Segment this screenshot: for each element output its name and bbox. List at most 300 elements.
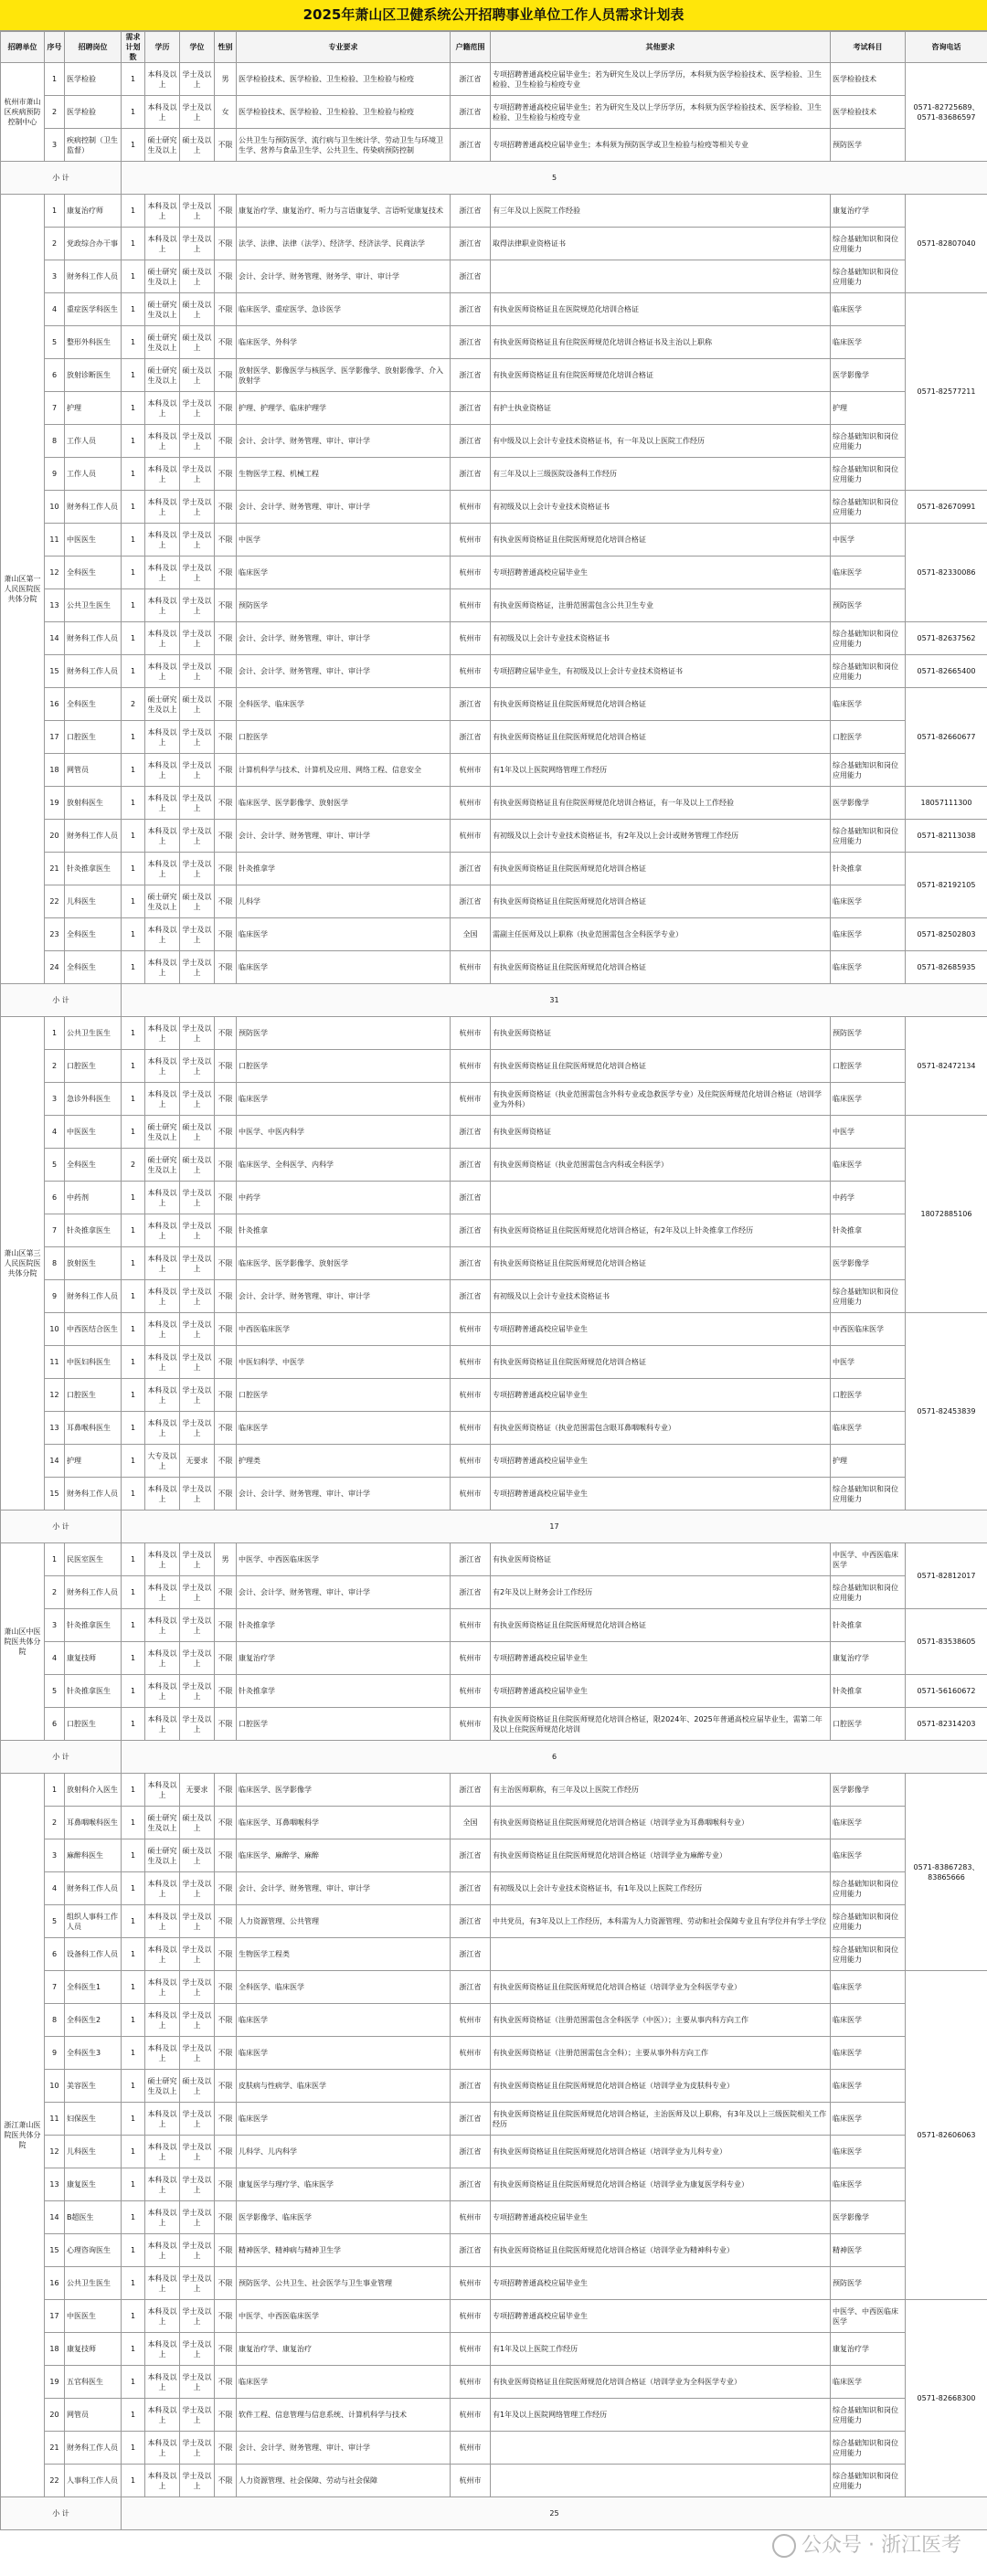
other-requirement: 有主治医师职称，有三年及以上医院工作经历 <box>491 1774 831 1807</box>
post-name: 网管员 <box>65 754 122 787</box>
education: 本科及以上 <box>145 2465 180 2497</box>
other-requirement: 有执业医师资格证且住院医师规范化培训合格证 <box>491 1609 831 1642</box>
headcount: 1 <box>122 2201 145 2234</box>
row-number: 8 <box>45 2004 65 2037</box>
hukou-scope: 浙江省 <box>451 260 491 293</box>
exam-subject: 康复治疗学 <box>831 2333 906 2366</box>
gender: 不限 <box>215 1445 237 1478</box>
hukou-scope: 浙江省 <box>451 2234 491 2267</box>
post-name: 放射医生 <box>65 1247 122 1280</box>
education: 本科及以上 <box>145 1412 180 1445</box>
row-number: 17 <box>45 2300 65 2333</box>
headcount: 1 <box>122 557 145 589</box>
education: 本科及以上 <box>145 425 180 458</box>
education: 大专及以上 <box>145 1445 180 1478</box>
row-number: 1 <box>45 195 65 228</box>
table-row <box>1 1576 987 1609</box>
table-row <box>1 524 987 557</box>
other-requirement: 有护士执业资格证 <box>491 392 831 425</box>
other-requirement: 有三年及以上医院工作经验 <box>491 195 831 228</box>
column-header: 其他要求 <box>491 32 831 63</box>
post-name: 疾病控制（卫生监督） <box>65 129 122 162</box>
post-name: 民医室医生 <box>65 1543 122 1576</box>
gender: 不限 <box>215 688 237 721</box>
major-requirement: 会计、会计学、财务管理、审计、审计学 <box>237 622 451 655</box>
headcount: 1 <box>122 721 145 754</box>
major-requirement: 人力资源管理、社会保障、劳动与社会保障 <box>237 2465 451 2497</box>
headcount: 1 <box>122 2465 145 2497</box>
post-name: 财务科工作人员 <box>65 1280 122 1313</box>
post-name: 全科医生3 <box>65 2037 122 2070</box>
table-row <box>1 392 987 425</box>
education: 本科及以上 <box>145 853 180 885</box>
post-name: 中药剂 <box>65 1182 122 1214</box>
other-requirement: 专项招聘普通高校应届毕业生 <box>491 1642 831 1675</box>
post-name: 口腔医生 <box>65 1708 122 1741</box>
row-number: 18 <box>45 2333 65 2366</box>
headcount: 1 <box>122 2366 145 2399</box>
table-row <box>1 853 987 885</box>
major-requirement: 临床医学、耳鼻咽喉科学 <box>237 1807 451 1839</box>
gender: 不限 <box>215 1905 237 1938</box>
table-row <box>1 2234 987 2267</box>
other-requirement: 有执业医师资格证且住院医师规范化培训合格证（培训学业为精神科专业） <box>491 2234 831 2267</box>
major-requirement: 康复治疗学、康复治疗 <box>237 2333 451 2366</box>
education: 硕士研究生及以上 <box>145 688 180 721</box>
hukou-scope: 浙江省 <box>451 326 491 359</box>
degree: 学士及以上 <box>180 1609 215 1642</box>
education: 本科及以上 <box>145 557 180 589</box>
exam-subject: 预防医学 <box>831 589 906 622</box>
other-requirement: 有执业医师资格证且住院医师规范化培训合格证 <box>491 951 831 984</box>
table-row <box>1 2070 987 2103</box>
major-requirement: 临床医学、医学影像学、放射医学 <box>237 787 451 820</box>
hukou-scope: 杭州市 <box>451 2366 491 2399</box>
gender: 不限 <box>215 1050 237 1083</box>
post-name: 公共卫生医生 <box>65 1017 122 1050</box>
column-header: 性别 <box>215 32 237 63</box>
major-requirement: 会计、会计学、财务管理、审计、审计学 <box>237 2432 451 2465</box>
headcount: 1 <box>122 1182 145 1214</box>
major-requirement: 口腔医学 <box>237 1379 451 1412</box>
education: 本科及以上 <box>145 1050 180 1083</box>
table-row <box>1 1247 987 1280</box>
table-row <box>1 1346 987 1379</box>
gender: 不限 <box>215 1872 237 1905</box>
exam-subject: 医学影像学 <box>831 2201 906 2234</box>
row-number: 6 <box>45 1182 65 1214</box>
education: 本科及以上 <box>145 2267 180 2300</box>
headcount: 1 <box>122 1247 145 1280</box>
other-requirement: 有2年及以上财务会计工作经历 <box>491 1576 831 1609</box>
row-number: 12 <box>45 557 65 589</box>
row-number: 6 <box>45 1938 65 1971</box>
row-number: 11 <box>45 1346 65 1379</box>
major-requirement: 儿科学 <box>237 885 451 918</box>
education: 硕士研究生及以上 <box>145 1839 180 1872</box>
contact-phone: 0571-82668300 <box>906 2300 987 2497</box>
major-requirement: 临床医学 <box>237 2103 451 2136</box>
headcount: 1 <box>122 2070 145 2103</box>
other-requirement: 有执业医师资格证且住院医师规范化培训合格证（培训学业为麻醉专业） <box>491 1839 831 1872</box>
row-number: 4 <box>45 293 65 326</box>
row-number: 14 <box>45 2201 65 2234</box>
hukou-scope: 杭州市 <box>451 491 491 524</box>
table-row <box>1 1642 987 1675</box>
degree: 学士及以上 <box>180 1280 215 1313</box>
other-requirement: 有执业医师资格证且住院医师规范化培训合格证 <box>491 1247 831 1280</box>
education: 本科及以上 <box>145 1708 180 1741</box>
other-requirement: 有初级及以上会计专业技术资格证书，有1年及以上医院工作经历 <box>491 1872 831 1905</box>
gender: 不限 <box>215 2399 237 2432</box>
contact-phone: 0571-82472134 <box>906 1017 987 1116</box>
subtotal-label: 小 计 <box>1 1741 122 1774</box>
contact-phone: 18057111300 <box>906 787 987 820</box>
education: 本科及以上 <box>145 820 180 853</box>
degree: 学士及以上 <box>180 1050 215 1083</box>
wechat-icon <box>772 2534 796 2558</box>
degree: 学士及以上 <box>180 2103 215 2136</box>
education: 本科及以上 <box>145 2300 180 2333</box>
education: 本科及以上 <box>145 1609 180 1642</box>
major-requirement: 临床医学、全科医学、内科学 <box>237 1149 451 1182</box>
headcount: 1 <box>122 1774 145 1807</box>
row-number: 15 <box>45 1478 65 1511</box>
gender: 不限 <box>215 787 237 820</box>
other-requirement: 专项招聘普通高校应届毕业生 <box>491 2201 831 2234</box>
table-row <box>1 293 987 326</box>
other-requirement: 有执业医师资格证且住院医师规范化培训合格证 <box>491 853 831 885</box>
contact-phone: 0571-82660677 <box>906 688 987 787</box>
gender: 不限 <box>215 2432 237 2465</box>
major-requirement: 会计、会计学、财务管理、审计、审计学 <box>237 655 451 688</box>
exam-subject: 中药学 <box>831 1182 906 1214</box>
row-number: 11 <box>45 2103 65 2136</box>
degree: 硕士及以上 <box>180 885 215 918</box>
gender: 不限 <box>215 1938 237 1971</box>
exam-subject: 综合基础知识和岗位应用能力 <box>831 228 906 260</box>
major-requirement: 预防医学、公共卫生、社会医学与卫生事业管理 <box>237 2267 451 2300</box>
education: 本科及以上 <box>145 1083 180 1116</box>
contact-phone: 0571-56160672 <box>906 1675 987 1708</box>
degree: 学士及以上 <box>180 2037 215 2070</box>
education: 本科及以上 <box>145 1247 180 1280</box>
headcount: 1 <box>122 1116 145 1149</box>
major-requirement: 皮肤病与性病学、临床医学 <box>237 2070 451 2103</box>
exam-subject: 综合基础知识和岗位应用能力 <box>831 260 906 293</box>
table-body <box>1 63 987 2530</box>
exam-subject: 综合基础知识和岗位应用能力 <box>831 1938 906 1971</box>
degree: 学士及以上 <box>180 1478 215 1511</box>
row-number: 18 <box>45 754 65 787</box>
other-requirement: 有执业医师资格证（执业范围需包含内科或全科医学） <box>491 1149 831 1182</box>
other-requirement: 专项招聘普通高校应届毕业生 <box>491 1675 831 1708</box>
post-name: 全科医生 <box>65 1149 122 1182</box>
major-requirement: 临床医学、重症医学、急诊医学 <box>237 293 451 326</box>
table-row <box>1 1609 987 1642</box>
degree: 学士及以上 <box>180 2399 215 2432</box>
major-requirement: 临床医学 <box>237 1412 451 1445</box>
row-number: 22 <box>45 885 65 918</box>
exam-subject: 护理 <box>831 1445 906 1478</box>
hukou-scope: 浙江省 <box>451 1576 491 1609</box>
post-name: 儿科医生 <box>65 2136 122 2168</box>
headcount: 1 <box>122 524 145 557</box>
hukou-scope: 浙江省 <box>451 1182 491 1214</box>
exam-subject: 综合基础知识和岗位应用能力 <box>831 1872 906 1905</box>
gender: 不限 <box>215 326 237 359</box>
other-requirement: 有执业医师资格证（注册范围需包含全科医学（中医））；主要从事内科方向工作 <box>491 2004 831 2037</box>
gender: 不限 <box>215 2070 237 2103</box>
gender: 不限 <box>215 1412 237 1445</box>
row-number: 1 <box>45 1774 65 1807</box>
other-requirement: 有执业医师资格证 <box>491 1116 831 1149</box>
headcount: 1 <box>122 1313 145 1346</box>
major-requirement: 医学检验技术、医学检验、卫生检验、卫生检验与检疫 <box>237 96 451 129</box>
degree: 学士及以上 <box>180 1346 215 1379</box>
subtotal-value: 31 <box>122 984 987 1017</box>
table-row <box>1 326 987 359</box>
degree: 学士及以上 <box>180 1872 215 1905</box>
post-name: 妇保医生 <box>65 2103 122 2136</box>
education: 本科及以上 <box>145 622 180 655</box>
table-row <box>1 2300 987 2333</box>
other-requirement: 有执业医师资格证且住院医师规范化培训合格证 <box>491 524 831 557</box>
other-requirement: 有执业医师资格证，注册范围需包含公共卫生专业 <box>491 589 831 622</box>
hukou-scope: 浙江省 <box>451 1280 491 1313</box>
row-number: 19 <box>45 787 65 820</box>
row-number: 12 <box>45 1379 65 1412</box>
row-number: 6 <box>45 359 65 392</box>
other-requirement: 有执业医师资格证 <box>491 1017 831 1050</box>
gender: 不限 <box>215 2300 237 2333</box>
degree: 学士及以上 <box>180 2234 215 2267</box>
hukou-scope: 杭州市 <box>451 2333 491 2366</box>
column-header: 招聘岗位 <box>65 32 122 63</box>
degree: 硕士及以上 <box>180 688 215 721</box>
other-requirement: 有执业医师资格证且住院医师规范化培训合格证 <box>491 1050 831 1083</box>
exam-subject: 医学检验技术 <box>831 96 906 129</box>
other-requirement: 有执业医师资格证且住院医师规范化培训合格证 <box>491 721 831 754</box>
exam-subject: 医学影像学 <box>831 359 906 392</box>
row-number: 4 <box>45 1116 65 1149</box>
table-row <box>1 2366 987 2399</box>
headcount: 1 <box>122 2037 145 2070</box>
post-name: 全科医生 <box>65 951 122 984</box>
degree: 学士及以上 <box>180 2333 215 2366</box>
table-row <box>1 1905 987 1938</box>
post-name: 中医医生 <box>65 2300 122 2333</box>
headcount: 1 <box>122 2432 145 2465</box>
column-header: 咨询电话 <box>906 32 987 63</box>
headcount: 1 <box>122 1379 145 1412</box>
education: 本科及以上 <box>145 1905 180 1938</box>
other-requirement: 有1年及以上医院工作经历 <box>491 2333 831 2366</box>
headcount: 1 <box>122 1675 145 1708</box>
headcount: 1 <box>122 2300 145 2333</box>
exam-subject: 临床医学 <box>831 293 906 326</box>
major-requirement: 口腔医学 <box>237 721 451 754</box>
row-number: 14 <box>45 1445 65 1478</box>
row-number: 19 <box>45 2366 65 2399</box>
column-header: 学位 <box>180 32 215 63</box>
major-requirement: 会计、会计学、财务管理、审计、审计学 <box>237 1872 451 1905</box>
table-row <box>1 622 987 655</box>
degree: 硕士及以上 <box>180 359 215 392</box>
education: 本科及以上 <box>145 1182 180 1214</box>
education: 本科及以上 <box>145 1872 180 1905</box>
hukou-scope: 杭州市 <box>451 2432 491 2465</box>
major-requirement: 临床医学、外科学 <box>237 326 451 359</box>
gender: 不限 <box>215 589 237 622</box>
subtotal-value: 5 <box>122 162 987 195</box>
degree: 学士及以上 <box>180 2201 215 2234</box>
exam-subject: 综合基础知识和岗位应用能力 <box>831 2432 906 2465</box>
contact-phone: 0571-82637562 <box>906 622 987 655</box>
headcount: 1 <box>122 2399 145 2432</box>
degree: 学士及以上 <box>180 425 215 458</box>
degree: 学士及以上 <box>180 1576 215 1609</box>
other-requirement <box>491 1182 831 1214</box>
gender: 不限 <box>215 2366 237 2399</box>
table-row <box>1 1971 987 2004</box>
post-name: 公共卫生医生 <box>65 589 122 622</box>
gender: 不限 <box>215 1247 237 1280</box>
table-row <box>1 425 987 458</box>
post-name: 儿科医生 <box>65 885 122 918</box>
table-row <box>1 1807 987 1839</box>
subtotal-label: 小 计 <box>1 1511 122 1543</box>
exam-subject: 临床医学 <box>831 1839 906 1872</box>
major-requirement: 会计、会计学、财务管理、审计、审计学 <box>237 1576 451 1609</box>
degree: 硕士及以上 <box>180 1116 215 1149</box>
exam-subject: 临床医学 <box>831 2070 906 2103</box>
row-number: 4 <box>45 1642 65 1675</box>
headcount: 1 <box>122 63 145 96</box>
hukou-scope: 杭州市 <box>451 2465 491 2497</box>
row-number: 5 <box>45 1149 65 1182</box>
headcount: 1 <box>122 853 145 885</box>
hukou-scope: 杭州市 <box>451 557 491 589</box>
other-requirement: 有执业医师资格证（注册范围需包含全科）；主要从事外科方向工作 <box>491 2037 831 2070</box>
exam-subject: 中医学 <box>831 524 906 557</box>
hukou-scope: 浙江省 <box>451 688 491 721</box>
exam-subject: 临床医学 <box>831 2037 906 2070</box>
degree: 学士及以上 <box>180 787 215 820</box>
table-row <box>1 721 987 754</box>
table-row <box>1 458 987 491</box>
column-header: 考试科目 <box>831 32 906 63</box>
table-row <box>1 1050 987 1083</box>
education: 硕士研究生及以上 <box>145 885 180 918</box>
major-requirement: 预防医学 <box>237 589 451 622</box>
post-name: 康复技师 <box>65 1642 122 1675</box>
table-row <box>1 1543 987 1576</box>
education: 本科及以上 <box>145 951 180 984</box>
degree: 学士及以上 <box>180 918 215 951</box>
degree: 学士及以上 <box>180 63 215 96</box>
table-row <box>1 1280 987 1313</box>
post-name: 五官科医生 <box>65 2366 122 2399</box>
exam-subject: 临床医学 <box>831 1807 906 1839</box>
row-number: 9 <box>45 1280 65 1313</box>
gender: 不限 <box>215 2333 237 2366</box>
hukou-scope: 浙江省 <box>451 1905 491 1938</box>
table-row <box>1 1445 987 1478</box>
row-number: 1 <box>45 63 65 96</box>
hukou-scope: 浙江省 <box>451 1247 491 1280</box>
other-requirement: 有执业医师资格证且住院医师规范化培训合格证，主治医师及以上职称，有3年及以上三级医院相关工作经历 <box>491 2103 831 2136</box>
hukou-scope: 全国 <box>451 1807 491 1839</box>
headcount: 1 <box>122 787 145 820</box>
row-number: 16 <box>45 2267 65 2300</box>
contact-phone: 0571-82665400 <box>906 655 987 688</box>
gender: 男 <box>215 63 237 96</box>
other-requirement: 专项招聘普通高校应届毕业生 <box>491 1478 831 1511</box>
row-number: 10 <box>45 491 65 524</box>
education: 本科及以上 <box>145 1774 180 1807</box>
exam-subject: 临床医学 <box>831 2168 906 2201</box>
other-requirement: 有执业医师资格证且住院医师规范化培训合格证，有2年及以上针灸推拿工作经历 <box>491 1214 831 1247</box>
major-requirement: 口腔医学 <box>237 1708 451 1741</box>
table-row <box>1 1774 987 1807</box>
hukou-scope: 杭州市 <box>451 2399 491 2432</box>
degree: 学士及以上 <box>180 392 215 425</box>
row-number: 20 <box>45 820 65 853</box>
degree: 学士及以上 <box>180 228 215 260</box>
exam-subject: 综合基础知识和岗位应用能力 <box>831 1576 906 1609</box>
exam-subject: 中医学、中西医临床医学 <box>831 2300 906 2333</box>
major-requirement: 会计、会计学、财务管理、审计、审计学 <box>237 820 451 853</box>
major-requirement: 中医学、中西医临床医学 <box>237 2300 451 2333</box>
education: 本科及以上 <box>145 787 180 820</box>
post-name: 全科医生 <box>65 557 122 589</box>
post-name: 财务科工作人员 <box>65 1872 122 1905</box>
degree: 学士及以上 <box>180 195 215 228</box>
post-name: 针灸推拿医生 <box>65 1214 122 1247</box>
header-row <box>1 32 987 63</box>
exam-subject: 综合基础知识和岗位应用能力 <box>831 754 906 787</box>
gender: 不限 <box>215 2267 237 2300</box>
headcount: 1 <box>122 2103 145 2136</box>
hukou-scope: 杭州市 <box>451 2201 491 2234</box>
exam-subject: 口腔医学 <box>831 721 906 754</box>
degree: 学士及以上 <box>180 655 215 688</box>
subtotal-row <box>1 1741 987 1774</box>
post-name: 中医医生 <box>65 1116 122 1149</box>
exam-subject: 综合基础知识和岗位应用能力 <box>831 820 906 853</box>
post-name: 放射科介入医生 <box>65 1774 122 1807</box>
post-name: 财务科工作人员 <box>65 820 122 853</box>
education: 本科及以上 <box>145 1313 180 1346</box>
major-requirement: 中医学、中医内科学 <box>237 1116 451 1149</box>
education: 本科及以上 <box>145 2136 180 2168</box>
table-row <box>1 820 987 853</box>
other-requirement: 有执业医师资格证且住院医师规范化培训合格证（培训学业为全科医学专业） <box>491 2366 831 2399</box>
headcount: 1 <box>122 2004 145 2037</box>
post-name: 全科医生 <box>65 688 122 721</box>
gender: 不限 <box>215 1313 237 1346</box>
education: 硕士研究生及以上 <box>145 260 180 293</box>
degree: 硕士及以上 <box>180 129 215 162</box>
other-requirement: 有执业医师资格证且住院医师规范化培训合格证（培训学业为全科医学专业） <box>491 1971 831 2004</box>
gender: 不限 <box>215 951 237 984</box>
degree: 学士及以上 <box>180 1412 215 1445</box>
hukou-scope: 杭州市 <box>451 622 491 655</box>
row-number: 7 <box>45 1971 65 2004</box>
headcount: 1 <box>122 1412 145 1445</box>
degree: 学士及以上 <box>180 2366 215 2399</box>
